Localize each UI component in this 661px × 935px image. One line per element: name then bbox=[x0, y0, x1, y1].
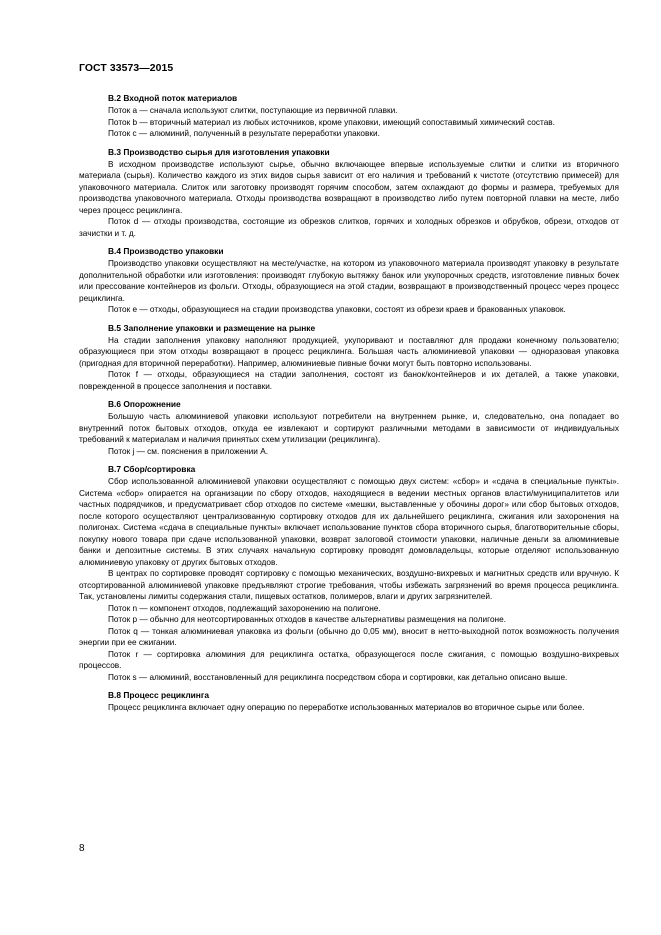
section-title: B.3 Производство сырья для изготовления упаковки bbox=[108, 146, 330, 157]
paragraph: Поток d — отходы производства, состоящие из обрезков слитков, горячих и холодных обрезков и обрубков, обрези, отходов от зачистки и т. д. bbox=[79, 217, 619, 238]
paragraph: Процесс рециклинга включает одну операцию по переработке использованных материалов во вторичное сырье или более. bbox=[108, 703, 585, 712]
paragraph: Сбор использованной алюминиевой упаковки осуществляют с помощью двух систем: «сбор» и «сдача в специальные пункты». Система «сбор» опирается на организации по сбору отходов, находящиеся в ведении местных органов власти/муниципалитетов или частных подрядчиков, и предусматривает сбор отходов по системе «мешки, выставленные у обочины дорог» или сбор бытовых отходов, после которого осуществляют централизованную сортировку отходов для их дальнейшего рециклинга, сжигания или захоронения на полигонах. Система «сдача в специальные пункты» включает использование пунктов сбора вторичного сырья, благотворительные сборы, покупку нового товара при сдаче использованной упаковки, возврат залоговой стоимости упаковки, наличные деньги за алюминиевые банки и депозитные системы. В этих случаях начальную сортировку проводят домовладельцы, которые отделяют использованную алюминиевую упаковку от других бытовых отходов. bbox=[79, 477, 619, 567]
paragraph: Поток e — отходы, образующиеся на стадии производства упаковки, состоят из обрези краев и бракованных упаковок. bbox=[108, 305, 566, 314]
paragraph: Большую часть алюминиевой упаковки используют потребители на внутреннем рынке, и, следовательно, она попадает во внутренний поток бытовых отходов, откуда ее извлекают и сортируют различными методами в зависимости от индивидуальных требований к материалам и наличия принятых схем утилизации (рециклинга). bbox=[79, 412, 619, 444]
paragraph: Поток s — алюминий, восстановленный для рециклинга посредством сбора и сортировки, как детально описано выше. bbox=[108, 672, 568, 682]
paragraph: Поток c — алюминий, полученный в результате переработки упаковки. bbox=[108, 129, 380, 138]
section-title: B.8 Процесс рециклинга bbox=[108, 690, 209, 700]
document-header: ГОСТ 33573—2015 bbox=[79, 63, 174, 74]
paragraph: Поток n — компонент отходов, подлежащий захоронению на полигоне. bbox=[108, 603, 381, 613]
document-body bbox=[79, 92, 619, 714]
section-title: B.7 Сбор/сортировка bbox=[108, 464, 196, 474]
section-title: B.6 Опорожнение bbox=[108, 399, 181, 409]
section-title: B.2 Входной поток материалов bbox=[108, 93, 238, 103]
section-title: B.4 Производство упаковки bbox=[108, 246, 224, 256]
paragraph: Поток r — сортировка алюминия для рециклинга остатка, образующегося после сжигания, с помощью воздушно-вихревых процессов. bbox=[79, 649, 619, 670]
paragraph: Поток q — тонкая алюминиевая упаковка из фольги (обычно до 0,05 мм), вносит в нетто-выходной поток возможность получения энергии при ее сжигании. bbox=[79, 626, 619, 647]
section-title: B.5 Заполнение упаковки и размещение на рынке bbox=[108, 322, 316, 333]
paragraph: В исходном производстве используют сырье, обычно включающее впервые используемые слитки и слитки из вторичного материала (сырья). Количество каждого из этих видов сырья зависит от его наличия и требований к чистоте (отсутствию примесей) для упаковочного материала. Слиток или заготовку производят горячим способом, затем охлаждают до формы и размера, требуемых для производства упаковочного материала. Отходы производства возвращают в производство либо путем повторной плавки на месте, либо через процесс рециклинга. bbox=[79, 159, 619, 215]
page-number: 8 bbox=[79, 843, 85, 854]
paragraph: Поток p — обычно для неотсортированных отходов в качестве альтернативы размещения на полигоне. bbox=[108, 615, 506, 624]
paragraph: На стадии заполнения упаковку наполняют продукцией, укупоривают и поставляют для продажи конечному пользователю; образующиеся при этом отходы возвращают в процесс рециклинга. Большая часть алюминиевой упаковки — одноразовая упаковка (пригодная для вторичной переработки). Например, алюминиевые пивные бочки могут быть повторно использованы. bbox=[79, 335, 619, 368]
paragraph: Поток f — отходы, образующиеся на стадии заполнения, состоят из банок/контейнеров и их деталей, а также упаковки, поврежденной в процессе заполнения и поставки. bbox=[79, 370, 619, 391]
paragraph: Поток j — см. пояснения в приложении А. bbox=[108, 446, 268, 456]
paragraph: Поток a — сначала используют слитки, поступающие из первичной плавки. bbox=[108, 106, 398, 115]
paragraph: Поток b — вторичный материал из любых источников, кроме упаковки, имеющий сопоставимый химический состав. bbox=[108, 117, 555, 127]
paragraph: В центрах по сортировке проводят сортировку с помощью механических, воздушно-вихревых и магнитных средств или вручную. К отсортированной алюминиевой упаковке предъявляют строгие требования, чтобы избежать загрязнений во время процесса рециклинга. Так, установлены лимиты содержания стали, пищевых остатков, полимеров, влаги и других загрязнителей. bbox=[79, 569, 619, 601]
paragraph: Производство упаковки осуществляют на месте/участке, на котором из упаковочного материала производят упаковку в результате дополнительной обработки или изготовления: производят глубокую вытяжку банок или укупорочных средств, изготовление пивных бочек или прессование контейнеров из фольги. Отходы, образующиеся на этой стадии, возвращают в производственный процесс через процесс рециклинга. bbox=[79, 259, 619, 303]
